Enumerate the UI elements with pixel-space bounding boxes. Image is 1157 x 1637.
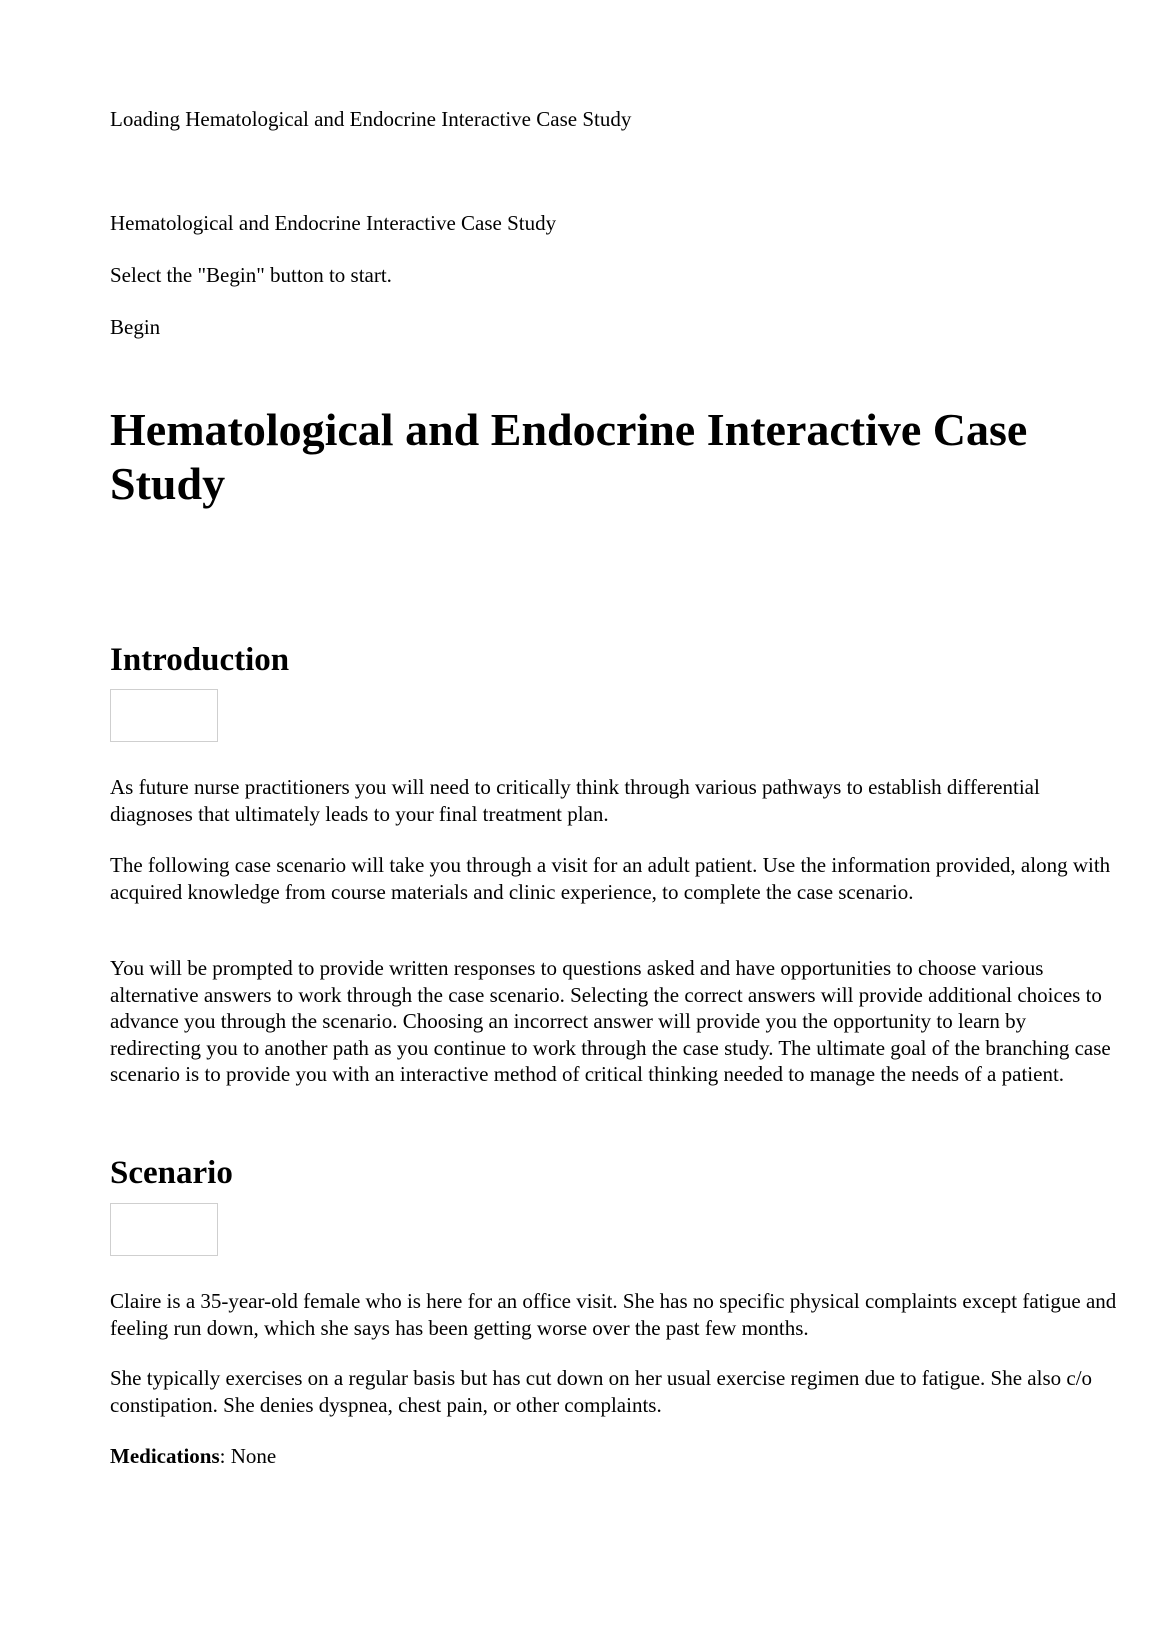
introduction-paragraph-3: You will be prompted to provide written responses to questions asked and have opportunities to choose various alternative answers to work through the case scenario. Selecting the correct answers will provide additional choices to advance you through the scenario. Choosing an incorrect answer will provide you the opportunity to learn by redirecting you to another path as you continue to work through the case study. The ultimate goal of the branching case scenario is to provide you with an interactive method of critical thinking needed to manage the needs of a patient. — [110, 956, 1111, 1087]
medications-line — [110, 1443, 276, 1469]
begin-button[interactable]: Begin — [110, 315, 161, 339]
introduction-image-placeholder — [110, 689, 218, 742]
medications-colon: : — [219, 1444, 231, 1468]
scenario-image-placeholder — [110, 1203, 218, 1256]
scenario-paragraph-2: She typically exercises on a regular basis but has cut down on her usual exercise regimen due to fatigue. She also c/o constipation. She denies dyspnea, chest pain, or other complaints. — [110, 1366, 1093, 1417]
begin-instruction: Select the "Begin" button to start. — [110, 263, 392, 287]
loading-text: Loading Hematological and Endocrine Interactive Case Study — [110, 107, 632, 131]
introduction-paragraph-1: As future nurse practitioners you will need to critically think through various pathways to establish differential diagnoses that ultimately leads to your final treatment plan. — [110, 775, 1040, 826]
scenario-paragraph-1: Claire is a 35-year-old female who is here for an office visit. She has no specific physical complaints except fatigue and feeling run down, which she says has been getting worse over the past few months. — [110, 1289, 1117, 1340]
intro-screen-title: Hematological and Endocrine Interactive Case Study — [110, 211, 557, 235]
introduction-heading: Introduction — [110, 642, 290, 678]
medications-label: Medications — [110, 1444, 220, 1468]
page-title: Hematological and Endocrine Interactive Case Study — [110, 404, 1028, 509]
introduction-paragraph-2: The following case scenario will take you through a visit for an adult patient. Use the information provided, along with acquired knowledge from course materials and clinic experience, to complete the case scenario. — [110, 853, 1111, 904]
scenario-heading: Scenario — [110, 1155, 233, 1191]
medications-value: None — [230, 1444, 277, 1468]
